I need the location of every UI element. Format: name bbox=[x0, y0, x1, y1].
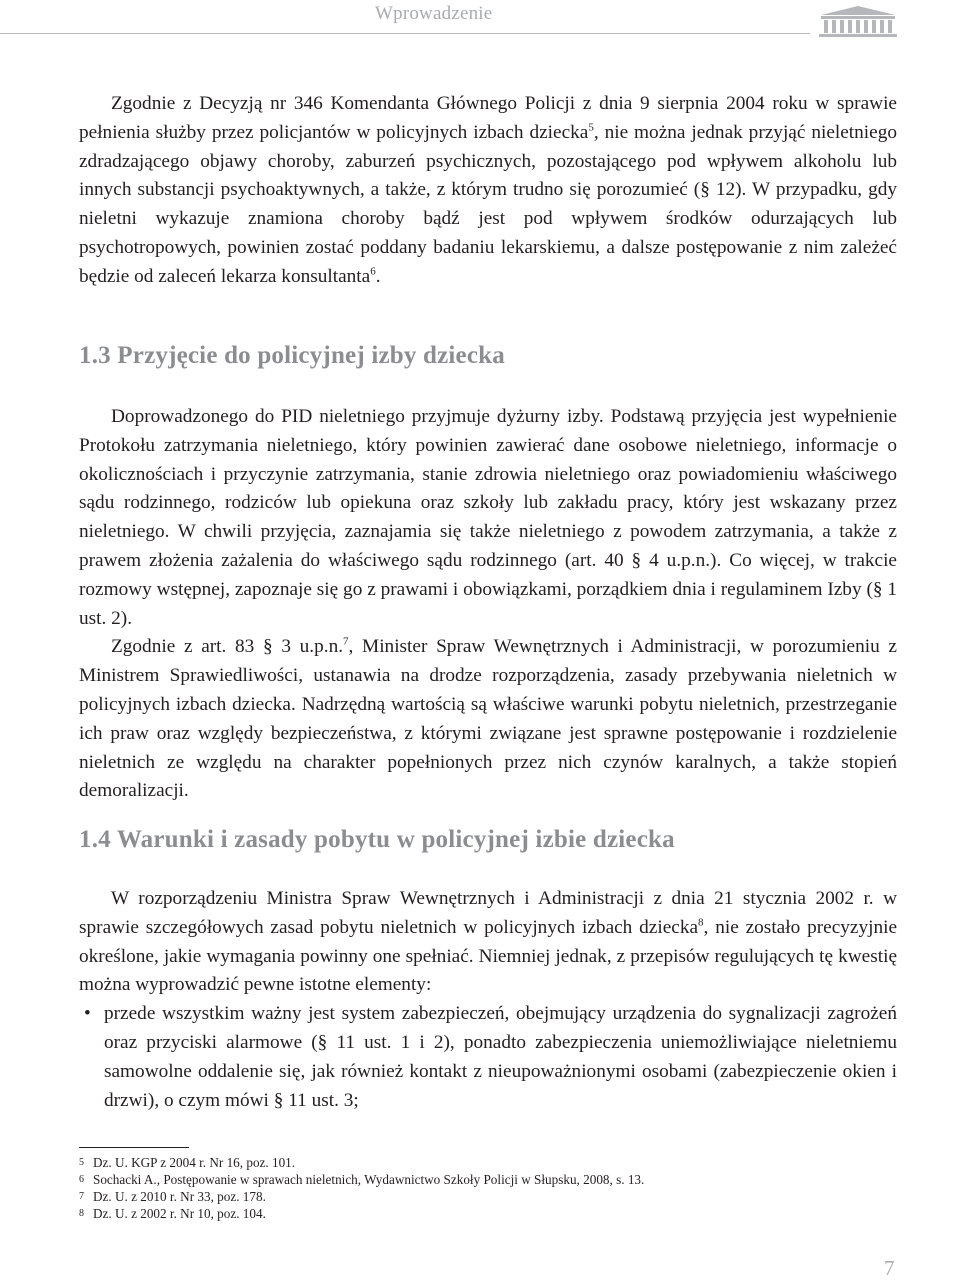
intro-section bbox=[79, 90, 897, 292]
footnote-text: Sochacki A., Postępowanie w sprawach nieletnich, Wydawnictwo Szkoły Policji w Słupsku, 2008, s. 13. bbox=[93, 1172, 645, 1187]
intro-text-b: , nie można jednak przyjąć nieletniego zdradzającego objawy choroby, zaburzeń psychicznych, pozostającego pod wpływem alkoholu lub innych substancji psychoaktywnych, a także, z którym trudno się porozumieć (§ 12). W przypadku, gdy nieletni wykazuje znamiona choroby bądź jest pod wpływem środków odurzających lub psychotropowych, powinien zostać poddany badaniu lekarskiemu, a dalsze postępowanie z nim zależeć będzie od zaleceń lekarza konsultanta bbox=[79, 121, 897, 287]
intro-paragraph bbox=[79, 90, 897, 292]
section-1-4-body bbox=[79, 885, 897, 1115]
footnote-ref-6: 6 bbox=[370, 265, 376, 278]
footnote-text: Dz. U. z 2010 r. Nr 33, poz. 178. bbox=[93, 1189, 266, 1204]
running-header-title: Wprowadzenie bbox=[375, 3, 493, 24]
section-1-4-p1-text-b: , nie zostało precyzyjnie określone, jakie wymagania powinny one spełniać. Niemniej jednak, z przepisów regulujących tę kwestię można wyprowadzić pewne istotne elementy: bbox=[79, 916, 897, 996]
section-1-3-body bbox=[79, 403, 897, 806]
footnote-6 bbox=[79, 1171, 899, 1188]
section-1-4-paragraph-1 bbox=[79, 885, 897, 1000]
footnote-number: 5 bbox=[79, 1157, 84, 1168]
footnote-text: Dz. U. KGP z 2004 r. Nr 16, poz. 101. bbox=[93, 1155, 296, 1170]
footnote-divider bbox=[79, 1147, 189, 1148]
section-1-3-p2-text-b: , Minister Spraw Wewnętrznych i Administracji, w porozumieniu z Ministrem Sprawiedliwości, ustanawia na drodze rozporządzenia, zasady przebywania nieletnich w policyjnych izbach dziecka. Nadrzędną wartością są właściwe warunki pobytu nieletnich, przestrzeganie ich praw oraz względy bezpieczeństwa, z którymi związane jest sprawne postępowanie i rozdzielenie nieletnich ze względu na charakter popełnionych przez nich czynów karalnych, a także stopień demoralizacji. bbox=[79, 636, 897, 802]
intro-text-a: Zgodnie z Decyzją nr 346 Komendanta Głównego Policji z dnia 9 sierpnia 2004 roku w sprawie pełnienia służby przez policjantów w policyjnych izbach dziecka bbox=[79, 93, 897, 143]
section-1-4-p1-text-a: W rozporządzeniu Ministra Spraw Wewnętrznych i Administracji z dnia 21 stycznia 2002 r. w sprawie szczegółowych zasad pobytu nieletnich w policyjnych izbach dziecka bbox=[79, 888, 897, 938]
footnote-ref-5: 5 bbox=[588, 121, 594, 134]
footnote-ref-7: 7 bbox=[343, 635, 349, 648]
footnote-7 bbox=[79, 1188, 899, 1205]
section-1-3-paragraph-1: Doprowadzonego do PID nieletniego przyjmuje dyżurny izby. Podstawą przyjęcia jest wypełnienie Protokołu zatrzymania nieletniego, który powinien zawierać dane osobowe nieletniego, informacje o okolicznościach i przyczynie zatrzymania, stanie zdrowia nieletniego oraz powiadomieniu właściwego sądu rodzinnego, rodziców lub opiekuna oraz szkoły lub zakładu pracy, który jest wskazany przez nieletniego. W chwili przyjęcia, zaznajamia się także nieletniego z powodem zatrzymania, a także z prawem złożenia zażalenia do właściwego sądu rodzinnego (art. 40 § 4 u.p.n.). Co więcej, w trakcie rozmowy wstępnej, zapoznaje się go z prawami i obowiązkami, porządkiem dnia i regulaminem Izby (§ 1 ust. 2). bbox=[79, 406, 897, 629]
footnote-ref-8: 8 bbox=[698, 916, 704, 929]
bullet-icon: • bbox=[84, 1003, 91, 1025]
footnote-number: 6 bbox=[79, 1174, 84, 1185]
requirements-list bbox=[79, 1000, 897, 1115]
page-number: 7 bbox=[884, 1256, 895, 1280]
footnote-text: Dz. U. z 2002 r. Nr 10, poz. 104. bbox=[93, 1206, 266, 1221]
header-rule bbox=[0, 33, 810, 34]
footnote-8 bbox=[79, 1205, 899, 1222]
intro-text-c: . bbox=[375, 265, 381, 287]
footnote-5 bbox=[79, 1154, 899, 1171]
list-item-text: przede wszystkim ważny jest system zabezpieczeń, obejmujący urządzenia do sygnalizacji zagrożeń oraz przyciski alarmowe (§ 11 ust. 1 i 2), ponadto zabezpieczenia uniemożliwiające nieletniemu samowolne oddalenie się, jak również kontakt z nieupoważnionymi osobami (zabezpieczenie okien i drzwi), o czym mówi § 11 ust. 3; bbox=[104, 1003, 897, 1111]
section-1-3-paragraph-2 bbox=[79, 633, 897, 806]
footnote-number: 8 bbox=[79, 1208, 84, 1219]
footnotes bbox=[79, 1154, 899, 1222]
list-item bbox=[79, 1000, 897, 1115]
section-1-3-p2-text-a: Zgodnie z art. 83 § 3 u.p.n. bbox=[111, 636, 344, 658]
building-columns-icon bbox=[815, 4, 901, 40]
running-header bbox=[0, 0, 960, 40]
footnote-number: 7 bbox=[79, 1191, 84, 1202]
section-heading-1-4: 1.4 Warunki i zasady pobytu w policyjnej izbie dziecka bbox=[79, 826, 675, 853]
section-heading-1-3: 1.3 Przyjęcie do policyjnej izby dziecka bbox=[79, 342, 505, 369]
